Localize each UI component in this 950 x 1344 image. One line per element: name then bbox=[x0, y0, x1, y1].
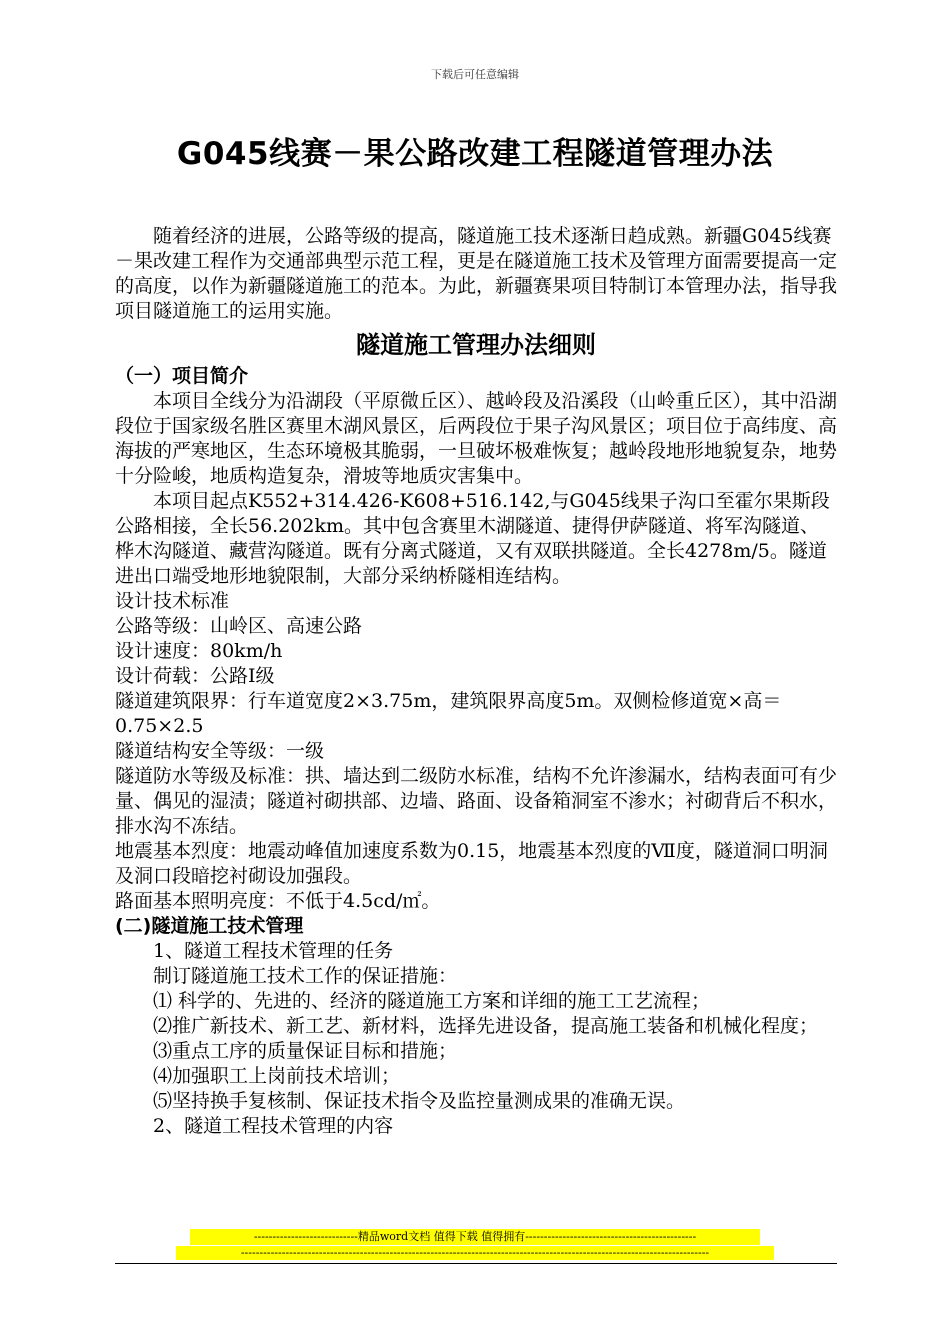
intro-paragraph: 随着经济的进展，公路等级的提高，隧道施工技术逐渐日趋成熟。新疆G045线赛－果改建工程作为交通部典型示范工程，更是在隧道施工技术及管理方面需要提高一定的高度，以作为新疆隧道施工的范本。为此，新疆赛果项目特制订本管理办法，指导我项目隧道施工的运用实施。 bbox=[115, 225, 838, 322]
standard-road-grade: 公路等级：山岭区、高速公路 bbox=[115, 615, 363, 637]
document-body bbox=[115, 224, 837, 1139]
section2-heading: (二)隧道施工技术管理 bbox=[115, 915, 304, 937]
standard-seismic: 地震基本烈度：地震动峰值加速度系数为0.15，地震基本烈度的Ⅶ度，隧道洞口明洞及洞口段暗挖衬砌设加强段。 bbox=[115, 840, 828, 887]
measure-1: ⑴ 科学的、先进的、经济的隧道施工方案和详细的施工工艺流程； bbox=[153, 990, 711, 1012]
footer-rule bbox=[115, 1263, 837, 1264]
footer-watermark-line: ----------------------------精品word文档 值得下载 值得拥有---------------------------------------------- bbox=[190, 1229, 760, 1245]
measure-5: ⑸坚持换手复核制、保证技术指令及监控量测成果的准确无误。 bbox=[153, 1090, 686, 1112]
standard-design-speed: 设计速度：80km/h bbox=[115, 640, 283, 662]
header-note: 下载后可任意编辑 bbox=[431, 68, 519, 81]
standard-lighting: 路面基本照明亮度：不低于4.5cd/㎡。 bbox=[115, 890, 441, 912]
document-title: G045线赛－果公路改建工程隧道管理办法 bbox=[176, 136, 774, 172]
measure-3: ⑶重点工序的质量保证目标和措施； bbox=[153, 1040, 458, 1062]
project-overview-paragraph: 本项目全线分为沿湖段（平原微丘区）、越岭段及沿溪段（山岭重丘区），其中沿湖段位于国家级名胜区赛里木湖风景区，后两段位于果子沟风景区；项目位于高纬度、高海拔的严寒地区，生态环境极其脆弱，一旦破坏极难恢复；越岭段地形地貌复杂，地势十分险峻，地质构造复杂，滑坡等地质灾害集中。 bbox=[115, 390, 838, 487]
standard-safety-level: 隧道结构安全等级：一级 bbox=[115, 740, 325, 762]
measures-intro: 制订隧道施工技术工作的保证措施： bbox=[153, 965, 458, 987]
standard-design-load: 设计荷载：公路Ⅰ级 bbox=[115, 665, 275, 687]
standards-heading: 设计技术标准 bbox=[115, 590, 230, 612]
section-subtitle: 隧道施工管理办法细则 bbox=[356, 331, 596, 359]
standard-clearance: 隧道建筑限界：行车道宽度2×3.75m，建筑限界高度5m。双侧检修道宽×高＝0.75×2.5 bbox=[115, 690, 782, 737]
measure-2: ⑵推广新技术、新工艺、新材料，选择先进设备，提高施工装备和机械化程度； bbox=[153, 1015, 819, 1037]
tech-task-item: 1、隧道工程技术管理的任务 bbox=[153, 940, 394, 962]
tech-content-item: 2、隧道工程技术管理的内容 bbox=[153, 1115, 394, 1137]
section1-heading: （一）项目简介 bbox=[115, 365, 249, 387]
footer-dash-line: ------------------------------------------------------------------------------------------------------------------------------ bbox=[176, 1246, 774, 1260]
project-scope-paragraph: 本项目起点K552+314.426-K608+516.142,与G045线果子沟口至霍尔果斯段公路相接，全长56.202km。其中包含赛里木湖隧道、捷得伊萨隧道、将军沟隧道、桦木沟隧道、藏营沟隧道。既有分离式隧道，又有双联拱隧道。全长4278m/5。隧道进出口端受地形地貌限制，大部分采纳桥隧相连结构。 bbox=[115, 490, 830, 587]
standard-waterproofing: 隧道防水等级及标准：拱、墙达到二级防水标准，结构不允许渗漏水，结构表面可有少量、偶见的湿渍；隧道衬砌拱部、边墙、路面、设备箱洞室不渗水；衬砌背后不积水，排水沟不冻结。 bbox=[115, 765, 838, 837]
measure-4: ⑷加强职工上岗前技术培训； bbox=[153, 1065, 401, 1087]
